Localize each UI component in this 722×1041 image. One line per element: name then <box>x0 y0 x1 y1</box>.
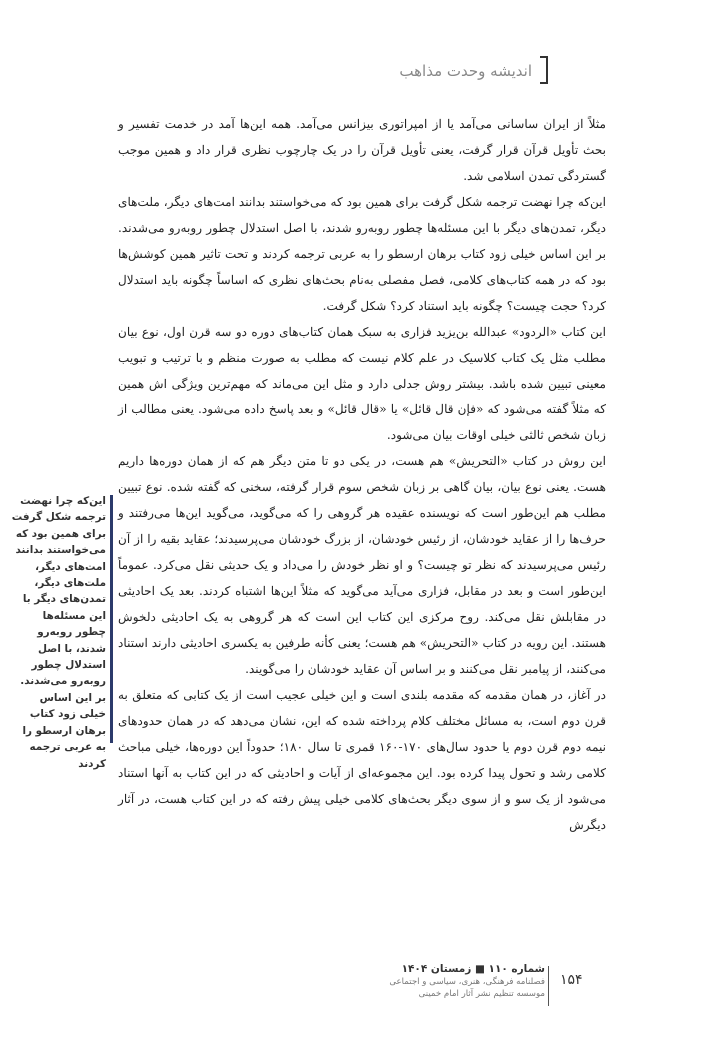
footer <box>380 962 545 1000</box>
header-title: اندیشه وحدت مذاهب <box>399 62 532 80</box>
header-bracket <box>540 56 548 84</box>
page-number: ۱۵۴ <box>560 972 583 988</box>
paragraph: مثلاً از ایران ساسانی می‌آمد یا از امپراتوری بیزانس می‌آمد. همه این‌ها آمد در خدمت تفسیر و بحث تأویل قرآن قرار گرفت، یعنی تأویل قرآن را در یک چارچوب نظری قرار داد و همین موجب گستردگی تمدن اسلامی شد. <box>118 117 606 183</box>
paragraph: در آغاز، در همان مقدمه که مقدمه بلندی است و این خیلی عجیب است از یک کتابی که متعلق به قرن دوم است، به مسائل مختلف کلام پرداخته شده که این، نشان می‌دهد که در همان حدودهای نیمه دوم قرن دوم یا حدود سال‌های ۱۷۰-۱۶۰ قمری تا سال ۱۸۰؛ حدوداً این دوره‌ها، خیلی مباحث کلامی رشد و تحول پیدا کرده بود. این مجموعه‌ای از آیات و احادیثی که در این کتاب به آنها استناد می‌شود از یک سو و از سوی دیگر بحث‌های کلامی خیلی پیش رفته که در این کتاب هست، در آثار دیگرش <box>118 687 606 832</box>
article-body <box>118 112 606 952</box>
journal-description: فصلنامه فرهنگی، هنری، سیاسی و اجتماعی <box>389 977 545 987</box>
footer-divider <box>548 966 549 1006</box>
pull-quote: این‌که چرا نهضت ترجمه شکل گرفت برای همین بود که می‌خواستند بدانند امت‌های دیگر، ملت‌های دیگر، تمدن‌های دیگر با این مسئله‌ها چطور روبه‌رو شدند، با اصل استدلال چطور روبه‌رو می‌شدند. بر این اساس خیلی زود کتاب برهان ارسطو را به عربی ترجمه کردند <box>11 495 106 770</box>
running-header <box>372 56 532 86</box>
pull-quote-bar <box>110 495 113 743</box>
issue-info: شماره ۱۱۰ ■ زمستان ۱۴۰۴ <box>401 963 545 975</box>
paragraph: این کتاب «الردود» عبدالله بن‌یزید فزاری به سبک همان کتاب‌های دوره دو سه قرن اول، نوع بیان مطلب مثل یک کتاب کلاسیک در علم کلام نیست که مطلب به صورت منظم و با ترتیب و تبویب معینی تبیین شده باشد. بیشتر روش جدلی دارد و مثل این می‌ماند که مهم‌ترین ویژگی اش همین که مثلاً گفته می‌شود که «فإن قال قائل» یا «قال قائل» و بعد پاسخ داده می‌شود. یعنی مطالب از زبان شخص ثالثی خیلی اوقات بیان می‌شود. <box>118 324 606 443</box>
publisher-name: موسسه تنظیم نشر آثار امام خمینی <box>418 989 545 999</box>
paragraph: این‌که چرا نهضت ترجمه شکل گرفت برای همین بود که می‌خواستند بدانند امت‌های دیگر، ملت‌های دیگر، تمدن‌های دیگر با این مسئله‌ها چطور روبه‌رو شدند، با اصل استدلال چطور روبه‌رو می‌شدند. بر این اساس خیلی زود کتاب برهان ارسطو را به عربی ترجمه کردند و تحت تاثیر همین کوشش‌ها بود که در همه کتاب‌های کلامی، فصل مفصلی به‌نام بحث‌های نظری که اساساً چگونه باید استدلال کرد؟ حجت چیست؟ چگونه باید استناد کرد؟ شکل گرفت. <box>118 194 606 313</box>
paragraph: این روش در کتاب «التحریش» هم هست، در یکی دو تا متن دیگر هم که از همان دوره‌ها داریم هست. یعنی نوع بیان، بیان گاهی بر زبان شخص سوم قرار گرفته، سخنی که گفته شده. نوع تبیین مطلب هم این‌طور است که نویسنده عقیده هر گروهی را که می‌گوید، می‌گوید این‌ها می‌رفتند و حرف‌ها را از عقاید خودشان، از رئیس خودشان، از بزرگ خودشان می‌پرسیدند؛ عقاید بقیه را از آن رئیس می‌پرسیدند که نظر تو چیست؟ و او نظر خودش را می‌داد و یک حدیثی نقل می‌کرد. عموماً این‌طور است و بعد در مقابل، فزاری می‌آید می‌گوید که مثلاً این‌ها اشتباه کردند. بعد یک احادیثی در مقابلش نقل می‌کند. روح مرکزی این کتاب این است که هر گروهی به یک احادیثی دلخوش هستند. این رویه در کتاب «التحریش» هم هست؛ یعنی کأنه طرفین به یکسری احادیثی دارند استناد می‌کنند، از پیامبر نقل می‌کنند و بر اساس آن عقاید خودشان را می‌گویند. <box>118 454 606 677</box>
